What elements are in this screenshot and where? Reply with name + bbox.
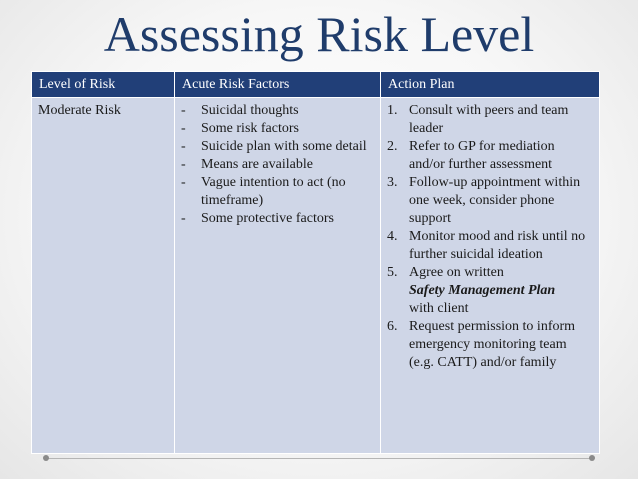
safety-plan-emphasis: Safety Management Plan bbox=[409, 283, 556, 298]
item-number: 1. bbox=[387, 103, 398, 118]
list-item: - Vague intention to act (no timeframe) bbox=[181, 174, 373, 210]
list-item: - Some risk factors bbox=[181, 120, 373, 138]
list-item: - Means are available bbox=[181, 156, 373, 174]
item-text: Request permission to inform emergency monitoring team (e.g. CATT) and/or family bbox=[409, 319, 576, 370]
table-row bbox=[32, 98, 600, 454]
item-text: Refer to GP for mediation and/or further assessment bbox=[409, 139, 555, 172]
right-dot-icon bbox=[589, 455, 595, 461]
header-level-of-risk: Level of Risk bbox=[32, 72, 175, 98]
item-text: Consult with peers and team leader bbox=[409, 103, 569, 136]
list-item: - Some protective factors bbox=[181, 210, 373, 228]
item-text: with client bbox=[409, 301, 469, 316]
item-number: 5. bbox=[387, 265, 398, 280]
list-item bbox=[387, 264, 592, 318]
left-dot-icon bbox=[43, 455, 49, 461]
footer-divider bbox=[48, 458, 590, 459]
item-text: Follow-up appointment within one week, consider phone support bbox=[409, 175, 581, 226]
slide-title: Assessing Risk Level bbox=[103, 6, 535, 62]
item-number: 6. bbox=[387, 319, 398, 334]
item-text: Agree on written bbox=[409, 265, 504, 280]
action-plan-list bbox=[387, 102, 592, 372]
item-text: Monitor mood and risk until no further suicidal ideation bbox=[409, 229, 586, 262]
risk-level-cell: Moderate Risk bbox=[32, 98, 175, 454]
header-acute-risk-factors: Acute Risk Factors bbox=[175, 72, 381, 98]
list-item: - Suicidal thoughts bbox=[181, 102, 373, 120]
list-item bbox=[387, 138, 592, 174]
header-action-plan: Action Plan bbox=[381, 72, 600, 98]
risk-factors-list bbox=[181, 102, 373, 228]
action-plan-cell bbox=[381, 98, 600, 454]
list-item bbox=[387, 318, 592, 372]
list-item bbox=[387, 174, 592, 228]
list-item bbox=[387, 228, 592, 264]
item-number: 2. bbox=[387, 139, 398, 154]
risk-table bbox=[31, 71, 600, 454]
table-header-row bbox=[32, 72, 600, 98]
item-number: 3. bbox=[387, 175, 398, 190]
item-number: 4. bbox=[387, 229, 398, 244]
risk-factors-cell bbox=[175, 98, 381, 454]
list-item bbox=[387, 102, 592, 138]
list-item: - Suicide plan with some detail bbox=[181, 138, 373, 156]
